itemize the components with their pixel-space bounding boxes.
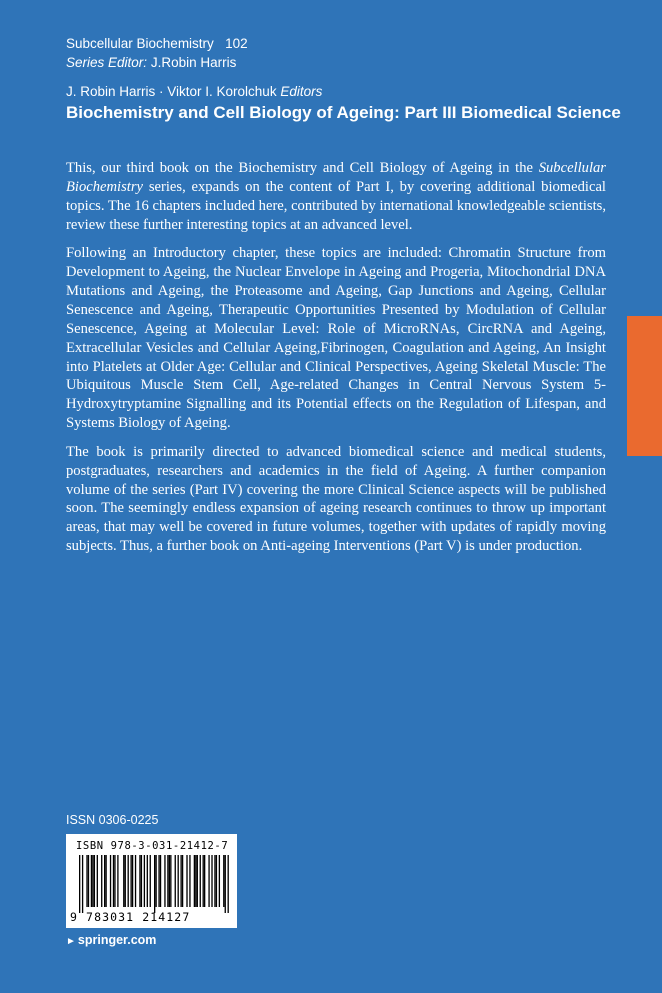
barcode-bar	[164, 855, 165, 907]
barcode-bar	[203, 855, 204, 907]
barcode-bar	[194, 855, 195, 907]
barcode-bar	[225, 855, 226, 913]
isbn-label: ISBN 978-3-031-21412-7	[76, 840, 229, 852]
barcode-bar	[101, 855, 102, 907]
barcode-bar	[189, 855, 190, 907]
barcode-bar	[170, 855, 171, 907]
barcode-bar	[195, 855, 196, 907]
barcode-bar	[150, 855, 151, 907]
barcode-bar	[110, 855, 111, 907]
series-info	[66, 34, 248, 72]
barcode-bar	[128, 855, 129, 907]
barcode-bar	[91, 855, 92, 907]
editors-role: Editors	[280, 84, 323, 99]
series-editor-label: Series Editor:	[66, 55, 148, 70]
barcode-bar	[211, 855, 212, 907]
barcode-bar	[155, 855, 156, 907]
barcode-bar	[97, 855, 98, 907]
barcode-bar	[216, 855, 217, 907]
book-editors	[66, 84, 322, 99]
barcode-bar	[139, 855, 140, 907]
arrow-right-icon: ►	[66, 936, 76, 947]
isbn-barcode	[66, 834, 237, 928]
barcode-bar	[219, 855, 220, 907]
p1-text-b: series, expands on the content of Part I, by covering additional biomedical topics. The 16 chapters included here, contributed by international knowledgeable scientists, review these further interesting topics at an advanced level.	[66, 178, 606, 233]
barcode-bar	[114, 855, 115, 907]
p1-series-name: Subcellular Biochemistry	[66, 160, 606, 195]
barcode-bar	[200, 855, 201, 907]
barcode-bar	[125, 855, 126, 907]
publisher-url: springer.com	[77, 933, 157, 947]
barcode-digits: 9 783031 214127	[70, 910, 191, 924]
barcode-bar	[180, 855, 181, 907]
barcode-bar	[132, 855, 133, 907]
barcode-bar	[94, 855, 95, 907]
barcode-bars	[79, 855, 229, 913]
barcode-bar	[223, 855, 224, 907]
orange-edge-tab	[627, 316, 662, 456]
description	[66, 159, 606, 566]
barcode-bar	[79, 855, 80, 913]
description-paragraph-1	[66, 159, 606, 235]
barcode-bar	[86, 855, 87, 907]
series-volume: 102	[225, 36, 248, 51]
barcode-bar	[186, 855, 187, 907]
barcode-bar	[154, 855, 155, 913]
barcode-bar	[228, 855, 229, 913]
series-title	[66, 34, 248, 53]
book-title: Biochemistry and Cell Biology of Ageing: Part III Biomedical Science	[66, 103, 621, 122]
barcode-bar	[88, 855, 89, 907]
barcode-bar	[135, 855, 136, 907]
barcode-bar	[92, 855, 93, 907]
description-paragraph-2: Following an Introductory chapter, these topics are included: Chromatin Structure from Development to Ageing, the Nuclear Envelope in Ageing and Progeria, Mitochondrial DNA Mutations and Ageing, the Proteasome and Ageing, Gap Junctions and Ageing, Cellular Senescence and Ageing, Therapeutic Opportunities Presented by Modulation of Cellular Senescence, Ageing at Molecular Level: Role of MicroRNAs, CircRNA and Ageing, Extracellular Vesicles and Cellular Ageing,Fibrinogen, Coagulation and Ageing, An Insight into Platelets at Older Age: Cellular and Clinical Perspectives, Ageing Skeletal Muscle: The Ubiquitous Muscle Stem Cell, Age-related Changes in Central Nervous System 5-Hydroxytryptamine Signalling and its Potential effects on the Regulation of Lifespan, and Systems Biology of Ageing.	[66, 245, 606, 432]
series-name: Subcellular Biochemistry	[66, 36, 214, 51]
editor-names: J. Robin Harris · Viktor I. Korolchuk	[66, 84, 277, 99]
barcode-bar	[104, 855, 105, 907]
barcode-bar	[147, 855, 148, 907]
barcode-bar	[144, 855, 145, 907]
barcode-bar	[178, 855, 179, 907]
barcode-bar	[117, 855, 118, 907]
barcode-bar	[82, 855, 83, 913]
barcode-bar	[197, 855, 198, 907]
barcode-bar	[204, 855, 205, 907]
barcode-bar	[169, 855, 170, 907]
barcode-bar	[123, 855, 124, 907]
barcode-bar	[160, 855, 161, 907]
barcode-bar	[208, 855, 209, 907]
barcode-bar	[130, 855, 131, 907]
series-editor	[66, 53, 248, 72]
series-editor-name: J.Robin Harris	[150, 55, 237, 70]
barcode-bar	[175, 855, 176, 907]
barcode-bar	[167, 855, 168, 907]
barcode-bar	[182, 855, 183, 907]
p1-text-a: This, our third book on the Biochemistry and Cell Biology of Ageing in the	[66, 160, 539, 176]
barcode-bar	[141, 855, 142, 907]
issn: ISSN 0306-0225	[66, 813, 159, 827]
barcode-bar	[105, 855, 106, 907]
barcode-bar	[113, 855, 114, 907]
barcode-bar	[214, 855, 215, 907]
publisher-link[interactable]	[66, 933, 156, 947]
description-paragraph-3: The book is primarily directed to advanced biomedical science and medical students, postgraduates, researchers and academics in the field of Ageing. A further companion volume of the series (Part IV) covering the more Clinical Science aspects will be published soon. The seemingly endless expansion of ageing research continues to throw up important areas, that may well be covered in future volumes, together with updates of rapidly moving subjects. Thus, a further book on Anti-ageing Interventions (Part V) is under production.	[66, 443, 606, 555]
barcode-bar	[158, 855, 159, 907]
